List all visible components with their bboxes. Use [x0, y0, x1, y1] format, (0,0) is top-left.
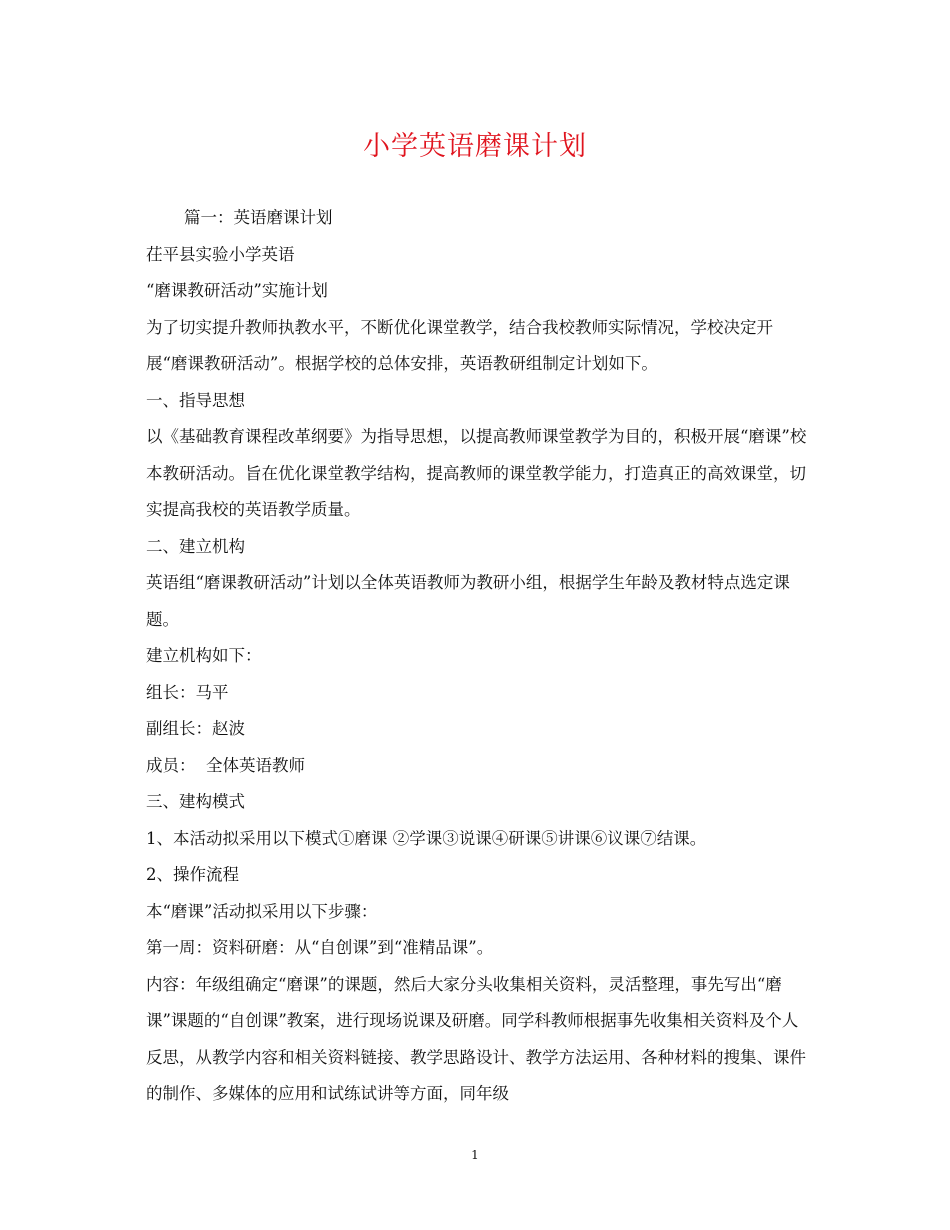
paragraph-week-one-content: 内容：年级组确定“磨课”的课题，然后大家分头收集相关资料，灵活整理，事先写出“磨课”课题的“自创课”教案，进行现场说课及研磨。同学科教师根据事先收集相关资料及个人反思，从教学内容和相关资料链接、教学思路设计、教学方法运用、各种材料的搜集、课件的制作、多媒体的应用和试练试讲等方面，同年级: [146, 974, 806, 1103]
paragraph-week-one: 第一周：资料研磨：从“自创课”到“准精品课”。: [146, 938, 494, 957]
paragraph-plan-name: “磨课教研活动”实施计划: [146, 281, 328, 300]
paragraph-organization: 英语组“磨课教研活动”计划以全体英语教师为教研小组，根据学生年龄及教材特点选定课题。: [146, 573, 790, 629]
heading-guiding-ideology: 一、指导思想: [146, 390, 245, 410]
heading-organization: 二、建立机构: [146, 536, 245, 556]
document-title: 小学英语磨课计划: [363, 131, 587, 162]
paragraph-section-heading: 篇一：英语磨课计划: [184, 208, 333, 227]
paragraph-intro: 为了切实提升教师执教水平，不断优化课堂教学，结合我校教师实际情况，学校决定开展“磨课教研活动”。根据学校的总体安排，英语教研组制定计划如下。: [146, 317, 773, 373]
heading-process: 2、操作流程: [146, 865, 239, 884]
paragraph-members: 成员： 全体英语教师: [146, 755, 305, 775]
page-number: 1: [471, 1148, 479, 1162]
document-body: [146, 200, 810, 1113]
heading-model: 三、建构模式: [146, 792, 245, 811]
paragraph-process-intro: 本“磨课”活动拟采用以下步骤：: [146, 901, 378, 921]
paragraph-guiding-ideology: 以《基础教育课程改革纲要》为指导思想，以提高教师课堂教学为目的，积极开展“磨课”校本教研活动。旨在优化课堂教学结构，提高教师的课堂教学能力，打造真正的高效课堂，切实提高我校的英语教学质量。: [146, 427, 807, 519]
paragraph-school-name: 茌平县实验小学英语: [146, 244, 295, 264]
paragraph-model: 1、本活动拟采用以下模式①磨课 ②学课③说课④研课⑤讲课⑥议课⑦结课。: [146, 828, 707, 848]
paragraph-organization-list-intro: 建立机构如下：: [146, 646, 262, 665]
paragraph-group-leader: 组长：马平: [146, 682, 229, 702]
paragraph-deputy-leader: 副组长：赵波: [146, 719, 245, 738]
